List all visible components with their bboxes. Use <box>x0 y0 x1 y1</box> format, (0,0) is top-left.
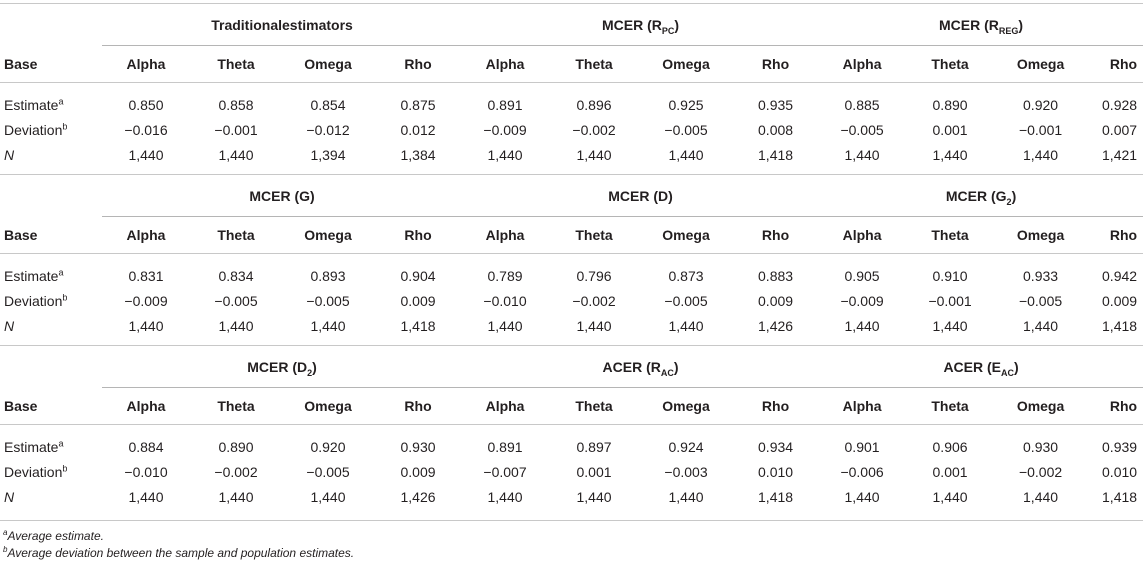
estimator-group-close: ) <box>1014 358 1019 375</box>
column-header-rho: Rho <box>1086 388 1143 425</box>
column-header-alpha: Alpha <box>819 217 905 254</box>
table-cell: −0.005 <box>214 292 258 309</box>
table-cell: 0.925 <box>640 83 732 118</box>
estimator-group-name: ACER (R <box>602 358 661 375</box>
table-cell: −0.003 <box>664 463 708 480</box>
table-cell: 1,440 <box>218 146 254 163</box>
table-cell: −0.006 <box>840 463 884 480</box>
table-cell: 0.009 <box>400 292 436 309</box>
column-header-omega: Omega <box>282 46 374 83</box>
table-cell: 1,440 <box>310 488 346 505</box>
table-cell: 1,394 <box>310 146 346 163</box>
table-cell: 0.910 <box>905 254 995 289</box>
table-cell: −0.009 <box>124 292 168 309</box>
column-header-rho: Rho <box>732 388 819 425</box>
table-cell: 0.001 <box>932 463 968 480</box>
estimator-group-title <box>102 175 462 217</box>
row-label-text: Estimate <box>4 438 59 455</box>
estimator-group-title <box>819 4 1143 46</box>
table-cell: 1,440 <box>487 488 523 505</box>
table-cell: 0.930 <box>995 425 1086 460</box>
table-row <box>0 484 1143 516</box>
table-cell: 0.891 <box>462 425 548 460</box>
table-cell: −0.005 <box>306 463 350 480</box>
row-label-text: N <box>4 488 15 505</box>
table-cell: 0.796 <box>548 254 640 289</box>
table-footnotes <box>0 520 1143 562</box>
table-cell: −0.001 <box>214 121 258 138</box>
column-header-rho: Rho <box>732 217 819 254</box>
group-header-row <box>0 4 1143 46</box>
estimator-group-name: MCER (D) <box>608 187 673 204</box>
table-cell: 0.942 <box>1086 254 1143 289</box>
table-cell: 0.890 <box>190 425 282 460</box>
table-cell: 0.850 <box>102 83 190 118</box>
table-cell: −0.005 <box>664 121 708 138</box>
estimator-group-subscript: 2 <box>307 367 313 378</box>
table-cell: 1,440 <box>487 317 523 334</box>
table-cell: 0.875 <box>374 83 462 118</box>
column-header-alpha: Alpha <box>102 217 190 254</box>
table-cell: 0.858 <box>190 83 282 118</box>
table-cell: −0.005 <box>840 121 884 138</box>
table-cell: 0.789 <box>462 254 548 289</box>
column-header-rho: Rho <box>374 46 462 83</box>
table-body <box>0 4 1143 517</box>
estimator-group-name: Traditionalestimators <box>211 16 353 33</box>
estimator-group-title <box>819 175 1143 217</box>
table-cell: −0.002 <box>572 292 616 309</box>
estimator-group-name: MCER (D <box>247 358 308 375</box>
estimator-group-close: ) <box>674 16 680 33</box>
row-label <box>0 117 102 142</box>
group-header-spacer <box>0 346 102 388</box>
column-header-omega: Omega <box>995 46 1086 83</box>
row-label <box>0 425 102 460</box>
row-label <box>0 288 102 313</box>
row-label <box>0 313 102 346</box>
column-header-theta: Theta <box>190 217 282 254</box>
table-cell: −0.010 <box>124 463 168 480</box>
footnote-b: $^b$Average deviation between the sample and population estimates. <box>3 545 355 560</box>
estimator-group-close: ) <box>673 358 679 375</box>
column-header-omega: Omega <box>640 46 732 83</box>
table-cell: 0.924 <box>640 425 732 460</box>
table-cell: 1,440 <box>576 488 612 505</box>
column-header-theta: Theta <box>548 217 640 254</box>
estimator-group-name: MCER (G <box>945 187 1007 204</box>
group-header-row <box>0 175 1143 217</box>
column-header-rho: Rho <box>732 46 819 83</box>
estimator-group-name: MCER (R <box>939 16 999 33</box>
column-header-rho: Rho <box>374 217 462 254</box>
table-cell: 0.885 <box>819 83 905 118</box>
table-cell: 0.890 <box>905 83 995 118</box>
table-cell: 1,418 <box>400 317 436 334</box>
table-cell: 0.001 <box>932 121 968 138</box>
table-cell: 1,440 <box>668 317 704 334</box>
row-label-footnote-marker: b <box>62 462 68 473</box>
table-row <box>0 254 1143 289</box>
column-header-alpha: Alpha <box>462 388 548 425</box>
row-label <box>0 142 102 175</box>
column-header-omega: Omega <box>282 388 374 425</box>
table-cell: 0.891 <box>462 83 548 118</box>
table-cell: −0.010 <box>483 292 527 309</box>
column-header-theta: Theta <box>190 46 282 83</box>
table-cell: 1,440 <box>668 488 704 505</box>
column-header-omega: Omega <box>995 217 1086 254</box>
table-cell: 0.007 <box>1102 121 1138 138</box>
column-header-omega: Omega <box>995 388 1086 425</box>
group-header-spacer <box>0 175 102 217</box>
estimator-group-title <box>462 175 819 217</box>
column-header-rho: Rho <box>1086 217 1143 254</box>
estimator-group-title <box>462 4 819 46</box>
table-cell: 0.905 <box>819 254 905 289</box>
column-header-omega: Omega <box>282 217 374 254</box>
table-cell: −0.002 <box>1018 463 1063 480</box>
table-cell: 1,440 <box>844 317 880 334</box>
table-cell: 1,440 <box>310 317 346 334</box>
table-row <box>0 83 1143 118</box>
table-cell: 0.897 <box>548 425 640 460</box>
table-cell: 1,440 <box>844 146 880 163</box>
table-cell: 0.920 <box>282 425 374 460</box>
table-cell: 0.934 <box>732 425 819 460</box>
estimator-group-title <box>462 346 819 388</box>
table-cell: 0.884 <box>102 425 190 460</box>
estimator-group-name: ACER (E <box>943 358 1001 375</box>
table-cell: 1,440 <box>218 317 254 334</box>
column-header-omega: Omega <box>640 388 732 425</box>
column-header-rho: Rho <box>374 388 462 425</box>
row-label <box>0 83 102 118</box>
table-cell: 0.009 <box>400 463 436 480</box>
row-label-footnote-marker: a <box>58 95 64 106</box>
table-cell: 1,418 <box>1102 317 1138 334</box>
table-cell: −0.009 <box>840 292 884 309</box>
column-header-theta: Theta <box>548 388 640 425</box>
table-cell: 1,440 <box>668 146 704 163</box>
table-cell: 0.831 <box>102 254 190 289</box>
estimates-table <box>0 3 1143 516</box>
row-label-text: Estimate <box>4 96 59 113</box>
table-cell: 1,426 <box>758 317 794 334</box>
table-cell: 0.834 <box>190 254 282 289</box>
table-cell: −0.001 <box>928 292 972 309</box>
table-cell: 0.010 <box>758 463 794 480</box>
table-cell: −0.007 <box>483 463 527 480</box>
table-cell: 1,440 <box>1023 146 1059 163</box>
table-cell: 0.854 <box>282 83 374 118</box>
group-header-row <box>0 346 1143 388</box>
table-cell: 0.933 <box>995 254 1086 289</box>
table-cell: −0.001 <box>1018 121 1063 138</box>
base-column-header: Base <box>4 55 38 72</box>
estimator-group-name: MCER (G) <box>249 187 315 204</box>
table-cell: 0.935 <box>732 83 819 118</box>
table-cell: −0.009 <box>483 121 527 138</box>
table-cell: 1,440 <box>1023 317 1059 334</box>
column-header-rho: Rho <box>1086 46 1143 83</box>
table-cell: 0.928 <box>1086 83 1143 118</box>
table-cell: 1,426 <box>400 488 436 505</box>
table-cell: 0.904 <box>374 254 462 289</box>
column-header-theta: Theta <box>905 388 995 425</box>
row-label-footnote-marker: a <box>58 437 64 448</box>
base-column-header: Base <box>4 226 38 243</box>
row-label-footnote-marker: b <box>62 120 68 131</box>
table-cell: −0.016 <box>124 121 168 138</box>
table-cell: 1,440 <box>932 146 968 163</box>
row-label <box>0 484 102 516</box>
column-header-theta: Theta <box>548 46 640 83</box>
column-header-row <box>0 217 1143 254</box>
estimator-group-title <box>819 346 1143 388</box>
column-header-alpha: Alpha <box>819 388 905 425</box>
column-header-theta: Theta <box>905 46 995 83</box>
table-cell: 0.012 <box>400 121 436 138</box>
row-label <box>0 459 102 484</box>
table-cell: 1,440 <box>128 488 164 505</box>
table-cell: 0.939 <box>1086 425 1143 460</box>
table-cell: 0.001 <box>576 463 612 480</box>
table-cell: 0.893 <box>282 254 374 289</box>
table-row <box>0 142 1143 175</box>
column-header-theta: Theta <box>190 388 282 425</box>
table-cell: 0.008 <box>758 121 794 138</box>
row-label-text: Estimate <box>4 267 59 284</box>
table-cell: 1,418 <box>1102 488 1138 505</box>
estimator-group-subscript: PC <box>661 25 675 36</box>
table-cell: −0.005 <box>306 292 350 309</box>
estimator-group-title <box>102 346 462 388</box>
table-cell: 0.930 <box>374 425 462 460</box>
row-label-text: N <box>4 317 15 334</box>
base-column-header: Base <box>4 397 38 414</box>
row-label-text: Deviation <box>4 463 63 480</box>
table-cell: 0.009 <box>758 292 794 309</box>
table-cell: 1,421 <box>1102 146 1138 163</box>
footnote-a: $^a$Average estimate. <box>3 528 104 543</box>
column-header-row <box>0 388 1143 425</box>
table-cell: −0.005 <box>664 292 708 309</box>
table-cell: 1,418 <box>758 488 794 505</box>
table-cell: 0.010 <box>1102 463 1138 480</box>
column-header-alpha: Alpha <box>462 46 548 83</box>
row-label <box>0 254 102 289</box>
row-label-text: Deviation <box>4 292 63 309</box>
table-cell: −0.002 <box>572 121 616 138</box>
row-label-text: Deviation <box>4 121 63 138</box>
table-row <box>0 459 1143 484</box>
table-row <box>0 425 1143 460</box>
table-cell: 0.920 <box>995 83 1086 118</box>
column-header-alpha: Alpha <box>102 46 190 83</box>
estimator-group-subscript: AC <box>1001 367 1014 378</box>
table-cell: 1,440 <box>576 317 612 334</box>
row-label-footnote-marker: a <box>58 266 64 277</box>
estimator-group-title <box>102 4 462 46</box>
table-cell: −0.012 <box>306 121 350 138</box>
table-cell: 0.009 <box>1102 292 1138 309</box>
column-header-theta: Theta <box>905 217 995 254</box>
table-cell: 1,440 <box>932 488 968 505</box>
table-cell: −0.005 <box>1018 292 1063 309</box>
estimator-group-name: MCER (R <box>602 16 662 33</box>
table-cell: 1,440 <box>128 146 164 163</box>
group-header-spacer <box>0 4 102 46</box>
column-header-alpha: Alpha <box>102 388 190 425</box>
column-header-alpha: Alpha <box>819 46 905 83</box>
table-cell: 1,440 <box>1023 488 1059 505</box>
estimator-group-close: ) <box>312 358 317 375</box>
table-cell: 1,440 <box>487 146 523 163</box>
row-label-footnote-marker: b <box>62 291 68 302</box>
table-cell: 1,384 <box>400 146 436 163</box>
estimator-group-subscript: REG <box>998 25 1019 36</box>
table-row <box>0 117 1143 142</box>
estimator-group-subscript: AC <box>660 367 674 378</box>
estimator-group-close: ) <box>1011 187 1017 204</box>
table-cell: 0.901 <box>819 425 905 460</box>
column-header-row <box>0 46 1143 83</box>
table-cell: 1,440 <box>844 488 880 505</box>
table-row <box>0 288 1143 313</box>
estimator-group-subscript: 2 <box>1006 196 1012 207</box>
table-cell: 1,440 <box>218 488 254 505</box>
table-cell: 1,440 <box>576 146 612 163</box>
table-row <box>0 313 1143 346</box>
estimator-group-close: ) <box>1018 16 1024 33</box>
table-cell: 1,418 <box>758 146 794 163</box>
table-cell: 0.896 <box>548 83 640 118</box>
table-cell: 1,440 <box>128 317 164 334</box>
column-header-omega: Omega <box>640 217 732 254</box>
row-label-text: N <box>4 146 15 163</box>
table-cell: 0.873 <box>640 254 732 289</box>
column-header-alpha: Alpha <box>462 217 548 254</box>
table-cell: −0.002 <box>214 463 258 480</box>
table-cell: 0.883 <box>732 254 819 289</box>
table-cell: 1,440 <box>932 317 968 334</box>
table-cell: 0.906 <box>905 425 995 460</box>
